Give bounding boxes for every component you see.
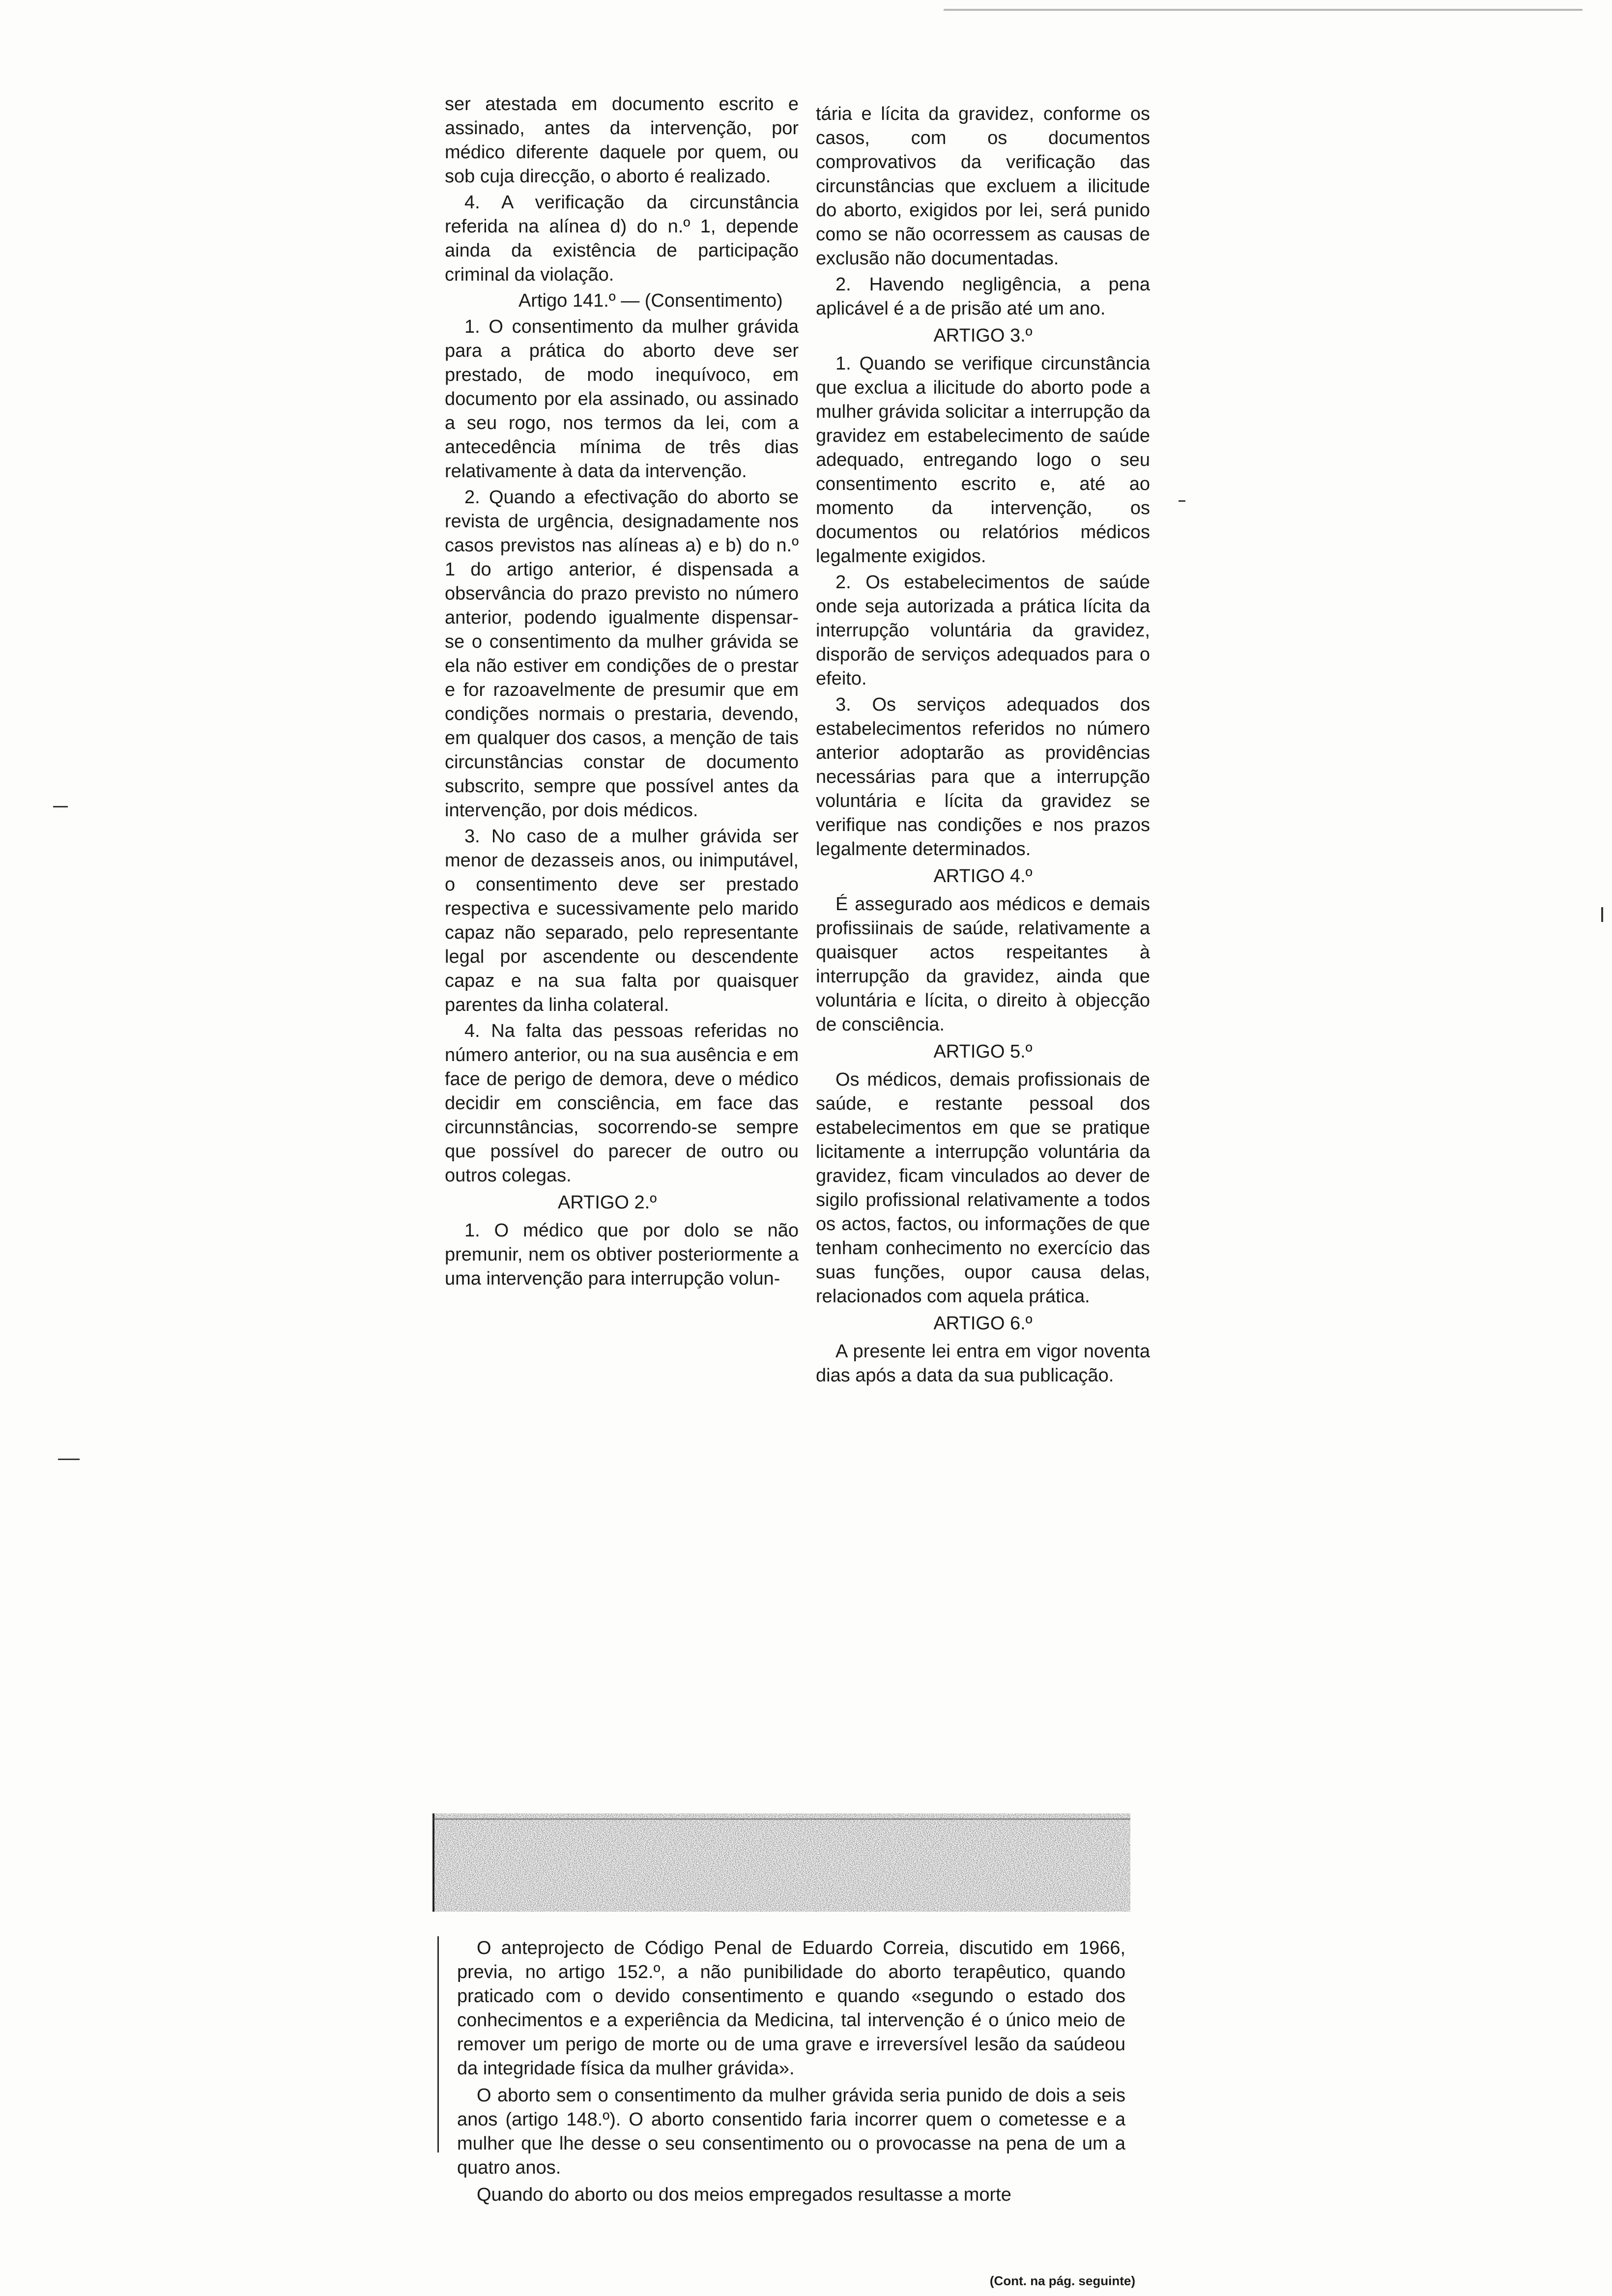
right-paragraph-7: Os médicos, demais profissionais de saúde, e restante pessoal dos estabelecimentos em que se pratique licitamente a interrupção voluntária da gravidez, ficam vinculados ao dever de sigilo profissional relativamente a todos os actos, factos, ou informações de que tenham conhecimento no exercício das suas funções, oupor causa delas, relacionados com aquela prática. — [816, 1069, 1150, 1307]
continuation-note: (Cont. na pág. seguinte) — [989, 2273, 1135, 2288]
commentary-paragraph-2: O aborto sem o consentimento da mulher grávida seria punido de dois a seis anos (artigo 148.º). O aborto consentido faria incorrer quem o cometesse e a mulher que lhe desse o seu consentimento ou o provocasse na pena de um a quatro anos. — [457, 2085, 1125, 2178]
scan-mark-left-2 — [58, 1459, 80, 1460]
article-4-heading: ARTIGO 4.º — [933, 866, 1033, 887]
scan-mark-right-1 — [1179, 500, 1185, 502]
commentary-left-rule — [437, 1936, 439, 2152]
right-paragraph-3: 1. Quando se verifique circunstância que exclua a ilicitude do aborto pode a mulher grávida solicitar a interrupção da gravidez em estabelecimento de saúde adequado, entregando logo o seu consentimento escrito e, até ao momento da intervenção, os documentos ou relatórios médicos legalmente exigidos. — [816, 353, 1150, 567]
scan-mark-left-1 — [53, 806, 68, 807]
right-column — [816, 102, 1150, 1390]
scan-noise-texture — [432, 1813, 1130, 1912]
commentary-paragraph-3: Quando do aborto ou dos meios empregados resultasse a morte — [477, 2184, 1011, 2205]
right-paragraph-1: tária e lícita da gravidez, conforme os casos, com os documentos comprovativos da verificação das circunstâncias que excluem a ilicitude do aborto, exigidos por lei, será punido como se não ocorressem as causas de exclusão não documentadas. — [816, 104, 1150, 269]
left-paragraph-7: 1. O médico que por dolo se não premunir, nem os obtiver posteriormente a uma intervenção para interrupção volun- — [445, 1220, 799, 1289]
right-paragraph-6: É assegurado aos médicos e demais profissiinais de saúde, relativamente a quaisquer actos respeitantes à interrupção da gravidez, ainda que voluntária e lícita, o direito à objecção de consciência. — [816, 894, 1150, 1035]
left-column — [445, 92, 799, 1293]
article-5-heading: ARTIGO 5.º — [933, 1041, 1033, 1062]
article-2-heading: ARTIGO 2.º — [558, 1192, 657, 1213]
scan-noise-band — [432, 1813, 1130, 1912]
article-6-heading: ARTIGO 6.º — [933, 1313, 1033, 1334]
commentary-box — [437, 1936, 1135, 2290]
left-paragraph-3: 1. O consentimento da mulher grávida para a prática do aborto deve ser prestado, de modo inequívoco, em documento por ela assinado, ou assinado a seu rogo, nos termos da lei, com a antecedência mínima de três dias relativamente à data da intervenção. — [445, 316, 799, 482]
right-paragraph-2: 2. Havendo negligência, a pena aplicável é a de prisão até um ano. — [816, 274, 1150, 319]
left-paragraph-5: 3. No caso de a mulher grávida ser menor de dezasseis anos, ou inimputável, o consentimento deve ser prestado respectiva e sucessivamente pelo marido capaz não separado, pelo representante legal por ascendente ou descendente capaz e na sua falta por quaisquer parentes da linha colateral. — [445, 826, 799, 1015]
top-scan-line — [944, 9, 1583, 11]
right-paragraph-8: A presente lei entra em vigor noventa dias após a data da sua publicação. — [816, 1341, 1150, 1386]
right-paragraph-5: 3. Os serviços adequados dos estabelecimentos referidos no número anterior adoptarão as providências necessárias para que a interrupção voluntária e lícita da gravidez se verifique nas condições e nos prazos legalmente determinados. — [816, 694, 1150, 860]
left-paragraph-2: 4. A verificação da circunstância referida na alínea d) do n.º 1, depende ainda da existência de participação criminal da violação. — [445, 192, 799, 285]
scan-mark-right-2 — [1601, 907, 1603, 922]
left-paragraph-6: 4. Na falta das pessoas referidas no número anterior, ou na sua ausência e em face de perigo de demora, deve o médico decidir em consciência, em face das circunnstâncias, socorrendo-se sempre que possível do parecer de outro ou outros colegas. — [445, 1021, 799, 1186]
left-paragraph-4: 2. Quando a efectivação do aborto se revista de urgência, designadamente nos casos previstos nas alíneas a) e b) do n.º 1 do artigo anterior, é dispensada a observância do prazo previsto no número anterior, podendo igualmente dispensar-se o consentimento da mulher grávida se ela não estiver em condições de o prestar e for razoavelmente de presumir que em condições normais o prestaria, devendo, em qualquer dos casos, a menção de tais circunstâncias constar de documento subscrito, sempre que possível antes da intervenção, por dois médicos. — [445, 487, 799, 821]
commentary-paragraph-1: O anteprojecto de Código Penal de Eduardo Correia, discutido em 1966, previa, no artigo 152.º, a não punibilidade do aborto terapêutico, quando praticado com o devido consentimento e quando «segundo o estado dos conhecimentos e a experiência da Medicina, tal intervenção é o único meio de remover um perigo de morte ou de uma grave e irreversível lesão da saúdeou da integridade física da mulher grávida». — [457, 1938, 1125, 2079]
left-paragraph-1: ser atestada em documento escrito e assinado, antes da intervenção, por médico diferente daquele por quem, ou sob cuja direcção, o aborto é realizado. — [445, 94, 799, 187]
article-3-heading: ARTIGO 3.º — [933, 325, 1033, 346]
article-141-title: Artigo 141.º — (Consentimento) — [518, 290, 783, 311]
right-paragraph-4: 2. Os estabelecimentos de saúde onde seja autorizada a prática lícita da interrupção voluntária da gravidez, disporão de serviços adequados para o efeito. — [816, 572, 1150, 689]
commentary-text — [457, 1936, 1125, 2210]
